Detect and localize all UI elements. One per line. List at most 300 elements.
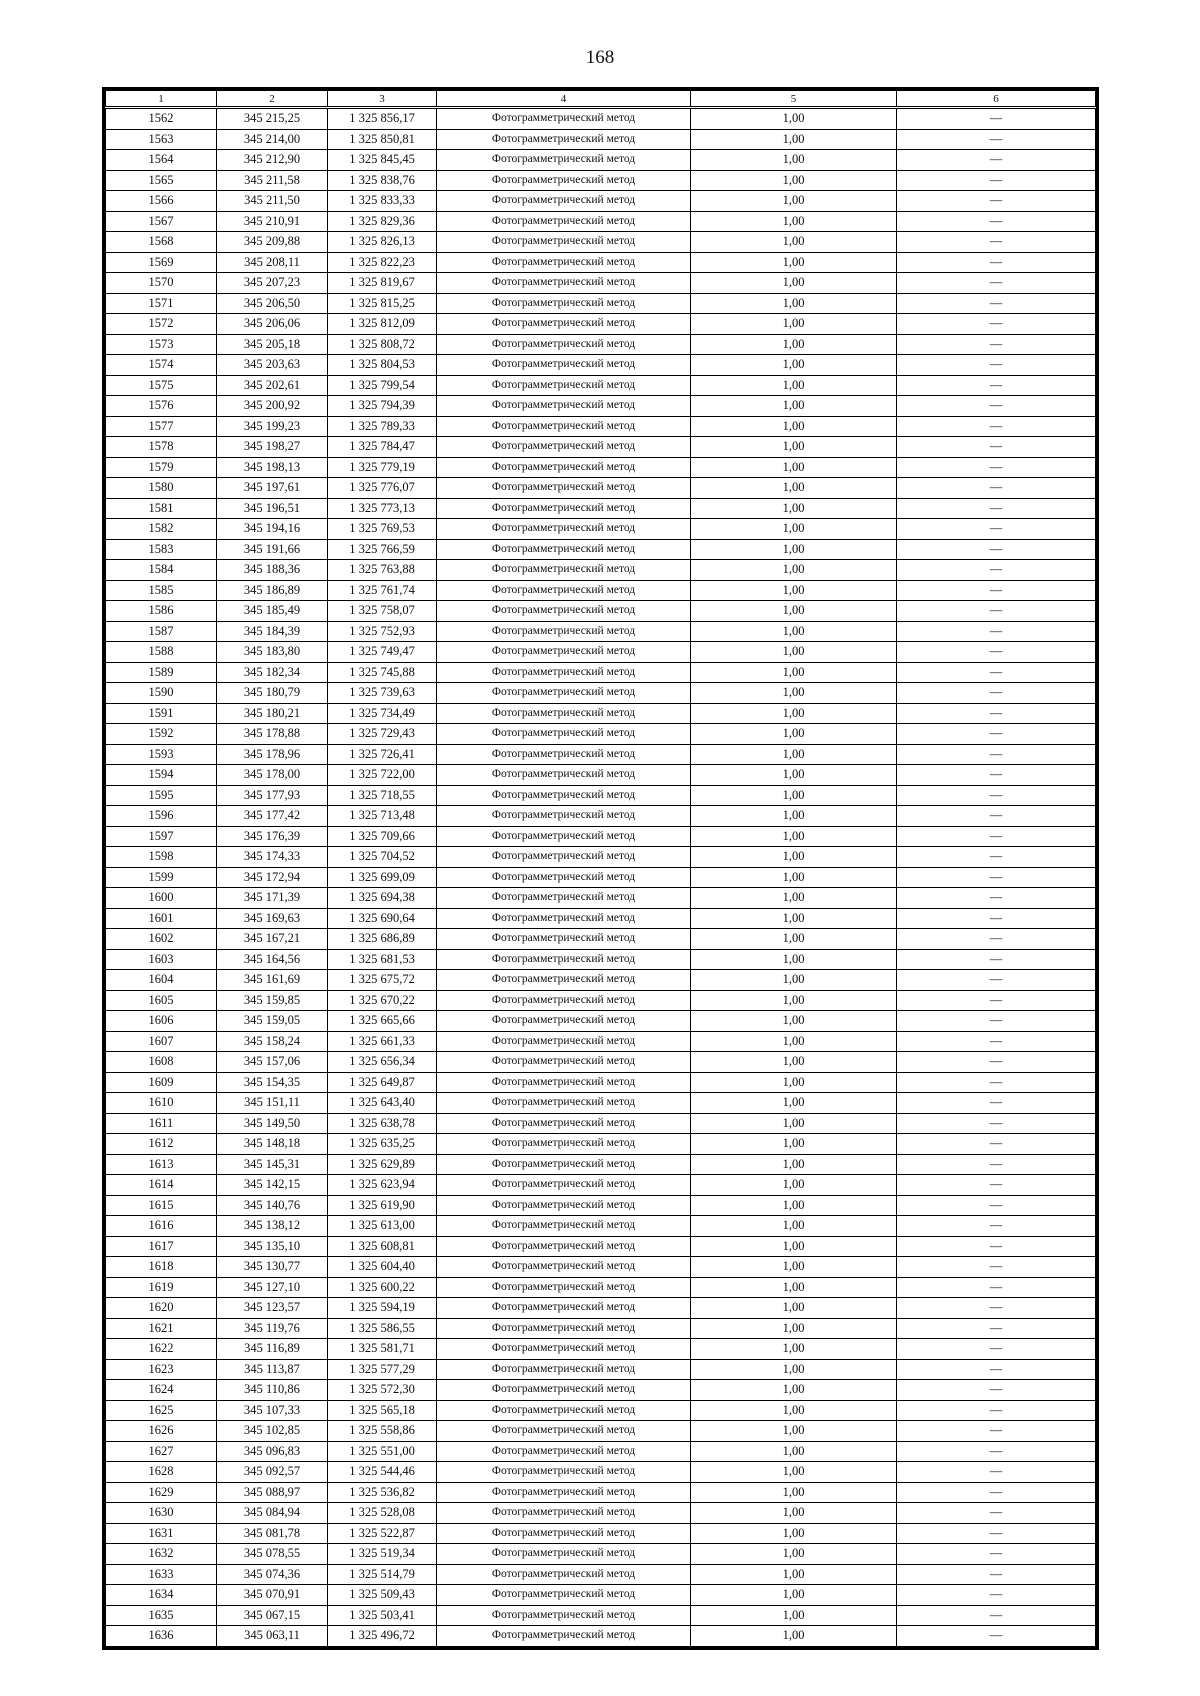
accuracy-cell: 1,00 (691, 826, 897, 847)
point-number-cell: 1588 (106, 642, 217, 663)
x-coordinate-cell: 345 142,15 (217, 1175, 328, 1196)
table-row (106, 1523, 1096, 1544)
table-row (106, 232, 1096, 253)
note-cell: — (897, 560, 1096, 581)
table-row (106, 457, 1096, 478)
x-coordinate-cell: 345 209,88 (217, 232, 328, 253)
point-number-cell: 1628 (106, 1462, 217, 1483)
method-cell: Фотограмметрический метод (437, 1093, 691, 1114)
table-row (106, 949, 1096, 970)
note-cell: — (897, 662, 1096, 683)
accuracy-cell: 1,00 (691, 1216, 897, 1237)
method-cell: Фотограмметрический метод (437, 765, 691, 786)
method-cell: Фотограмметрический метод (437, 826, 691, 847)
method-cell: Фотограмметрический метод (437, 232, 691, 253)
point-number-cell: 1586 (106, 601, 217, 622)
note-cell: — (897, 1564, 1096, 1585)
accuracy-cell: 1,00 (691, 1154, 897, 1175)
accuracy-cell: 1,00 (691, 1441, 897, 1462)
column-header-3: 3 (328, 91, 437, 108)
accuracy-cell: 1,00 (691, 416, 897, 437)
point-number-cell: 1574 (106, 355, 217, 376)
note-cell: — (897, 1072, 1096, 1093)
y-coordinate-cell: 1 325 665,66 (328, 1011, 437, 1032)
x-coordinate-cell: 345 127,10 (217, 1277, 328, 1298)
table-row (106, 1298, 1096, 1319)
note-cell: — (897, 1195, 1096, 1216)
x-coordinate-cell: 345 157,06 (217, 1052, 328, 1073)
table-row (106, 1359, 1096, 1380)
method-cell: Фотограмметрический метод (437, 970, 691, 991)
x-coordinate-cell: 345 154,35 (217, 1072, 328, 1093)
accuracy-cell: 1,00 (691, 1298, 897, 1319)
x-coordinate-cell: 345 182,34 (217, 662, 328, 683)
accuracy-cell: 1,00 (691, 1523, 897, 1544)
point-number-cell: 1620 (106, 1298, 217, 1319)
x-coordinate-cell: 345 135,10 (217, 1236, 328, 1257)
table-row (106, 355, 1096, 376)
method-cell: Фотограмметрический метод (437, 1195, 691, 1216)
accuracy-cell: 1,00 (691, 129, 897, 150)
table-row (106, 703, 1096, 724)
point-number-cell: 1565 (106, 170, 217, 191)
note-cell: — (897, 929, 1096, 950)
accuracy-cell: 1,00 (691, 478, 897, 499)
point-number-cell: 1605 (106, 990, 217, 1011)
accuracy-cell: 1,00 (691, 1585, 897, 1606)
y-coordinate-cell: 1 325 565,18 (328, 1400, 437, 1421)
method-cell: Фотограмметрический метод (437, 1605, 691, 1626)
point-number-cell: 1570 (106, 273, 217, 294)
note-cell: — (897, 1359, 1096, 1380)
table-row (106, 990, 1096, 1011)
accuracy-cell: 1,00 (691, 457, 897, 478)
method-cell: Фотограмметрический метод (437, 191, 691, 212)
note-cell: — (897, 334, 1096, 355)
y-coordinate-cell: 1 325 594,19 (328, 1298, 437, 1319)
accuracy-cell: 1,00 (691, 724, 897, 745)
y-coordinate-cell: 1 325 623,94 (328, 1175, 437, 1196)
table-row (106, 416, 1096, 437)
y-coordinate-cell: 1 325 522,87 (328, 1523, 437, 1544)
y-coordinate-cell: 1 325 675,72 (328, 970, 437, 991)
accuracy-cell: 1,00 (691, 970, 897, 991)
column-header-6: 6 (897, 91, 1096, 108)
point-number-cell: 1580 (106, 478, 217, 499)
table-row (106, 273, 1096, 294)
x-coordinate-cell: 345 084,94 (217, 1503, 328, 1524)
table-row (106, 1236, 1096, 1257)
y-coordinate-cell: 1 325 503,41 (328, 1605, 437, 1626)
point-number-cell: 1634 (106, 1585, 217, 1606)
x-coordinate-cell: 345 067,15 (217, 1605, 328, 1626)
x-coordinate-cell: 345 212,90 (217, 150, 328, 171)
table-row (106, 1318, 1096, 1339)
method-cell: Фотограмметрический метод (437, 601, 691, 622)
table-row (106, 929, 1096, 950)
note-cell: — (897, 1605, 1096, 1626)
y-coordinate-cell: 1 325 709,66 (328, 826, 437, 847)
accuracy-cell: 1,00 (691, 1564, 897, 1585)
x-coordinate-cell: 345 177,93 (217, 785, 328, 806)
accuracy-cell: 1,00 (691, 1503, 897, 1524)
method-cell: Фотограмметрический метод (437, 662, 691, 683)
x-coordinate-cell: 345 214,00 (217, 129, 328, 150)
x-coordinate-cell: 345 113,87 (217, 1359, 328, 1380)
method-cell: Фотограмметрический метод (437, 1626, 691, 1647)
x-coordinate-cell: 345 138,12 (217, 1216, 328, 1237)
y-coordinate-cell: 1 325 694,38 (328, 888, 437, 909)
accuracy-cell: 1,00 (691, 108, 897, 130)
note-cell: — (897, 1421, 1096, 1442)
table-row (106, 1031, 1096, 1052)
method-cell: Фотограмметрический метод (437, 1175, 691, 1196)
method-cell: Фотограмметрический метод (437, 1523, 691, 1544)
note-cell: — (897, 1380, 1096, 1401)
note-cell: — (897, 765, 1096, 786)
table-row (106, 375, 1096, 396)
method-cell: Фотограмметрический метод (437, 888, 691, 909)
accuracy-cell: 1,00 (691, 519, 897, 540)
x-coordinate-cell: 345 102,85 (217, 1421, 328, 1442)
accuracy-cell: 1,00 (691, 1359, 897, 1380)
method-cell: Фотограмметрический метод (437, 1257, 691, 1278)
point-number-cell: 1632 (106, 1544, 217, 1565)
y-coordinate-cell: 1 325 686,89 (328, 929, 437, 950)
method-cell: Фотограмметрический метод (437, 252, 691, 273)
point-number-cell: 1625 (106, 1400, 217, 1421)
method-cell: Фотограмметрический метод (437, 211, 691, 232)
table-row (106, 1441, 1096, 1462)
method-cell: Фотограмметрический метод (437, 1421, 691, 1442)
method-cell: Фотограмметрический метод (437, 1482, 691, 1503)
table-row (106, 1626, 1096, 1647)
x-coordinate-cell: 345 206,50 (217, 293, 328, 314)
x-coordinate-cell: 345 123,57 (217, 1298, 328, 1319)
table-body (106, 108, 1096, 1647)
note-cell: — (897, 232, 1096, 253)
x-coordinate-cell: 345 211,50 (217, 191, 328, 212)
accuracy-cell: 1,00 (691, 621, 897, 642)
accuracy-cell: 1,00 (691, 1134, 897, 1155)
accuracy-cell: 1,00 (691, 314, 897, 335)
x-coordinate-cell: 345 161,69 (217, 970, 328, 991)
note-cell: — (897, 457, 1096, 478)
method-cell: Фотограмметрический метод (437, 1031, 691, 1052)
table-row (106, 1564, 1096, 1585)
x-coordinate-cell: 345 180,79 (217, 683, 328, 704)
y-coordinate-cell: 1 325 804,53 (328, 355, 437, 376)
note-cell: — (897, 478, 1096, 499)
accuracy-cell: 1,00 (691, 1236, 897, 1257)
y-coordinate-cell: 1 325 670,22 (328, 990, 437, 1011)
accuracy-cell: 1,00 (691, 1605, 897, 1626)
method-cell: Фотограмметрический метод (437, 1011, 691, 1032)
y-coordinate-cell: 1 325 635,25 (328, 1134, 437, 1155)
x-coordinate-cell: 345 198,13 (217, 457, 328, 478)
table-row (106, 1154, 1096, 1175)
y-coordinate-cell: 1 325 536,82 (328, 1482, 437, 1503)
point-number-cell: 1575 (106, 375, 217, 396)
table-row (106, 785, 1096, 806)
point-number-cell: 1576 (106, 396, 217, 417)
point-number-cell: 1595 (106, 785, 217, 806)
table-row (106, 519, 1096, 540)
x-coordinate-cell: 345 110,86 (217, 1380, 328, 1401)
point-number-cell: 1593 (106, 744, 217, 765)
note-cell: — (897, 150, 1096, 171)
note-cell: — (897, 1236, 1096, 1257)
table-row (106, 724, 1096, 745)
accuracy-cell: 1,00 (691, 560, 897, 581)
y-coordinate-cell: 1 325 745,88 (328, 662, 437, 683)
point-number-cell: 1585 (106, 580, 217, 601)
method-cell: Фотограмметрический метод (437, 683, 691, 704)
table-row (106, 1503, 1096, 1524)
note-cell: — (897, 683, 1096, 704)
table-row (106, 970, 1096, 991)
accuracy-cell: 1,00 (691, 580, 897, 601)
table-row (106, 334, 1096, 355)
y-coordinate-cell: 1 325 763,88 (328, 560, 437, 581)
y-coordinate-cell: 1 325 509,43 (328, 1585, 437, 1606)
accuracy-cell: 1,00 (691, 1544, 897, 1565)
accuracy-cell: 1,00 (691, 437, 897, 458)
table-row (106, 621, 1096, 642)
point-number-cell: 1568 (106, 232, 217, 253)
note-cell: — (897, 252, 1096, 273)
note-cell: — (897, 1503, 1096, 1524)
method-cell: Фотограмметрический метод (437, 478, 691, 499)
table-row (106, 1421, 1096, 1442)
accuracy-cell: 1,00 (691, 355, 897, 376)
x-coordinate-cell: 345 191,66 (217, 539, 328, 560)
x-coordinate-cell: 345 183,80 (217, 642, 328, 663)
point-number-cell: 1569 (106, 252, 217, 273)
method-cell: Фотограмметрический метод (437, 498, 691, 519)
table-row (106, 1605, 1096, 1626)
x-coordinate-cell: 345 074,36 (217, 1564, 328, 1585)
table-row (106, 211, 1096, 232)
point-number-cell: 1616 (106, 1216, 217, 1237)
x-coordinate-cell: 345 145,31 (217, 1154, 328, 1175)
note-cell: — (897, 867, 1096, 888)
x-coordinate-cell: 345 116,89 (217, 1339, 328, 1360)
y-coordinate-cell: 1 325 761,74 (328, 580, 437, 601)
accuracy-cell: 1,00 (691, 211, 897, 232)
accuracy-cell: 1,00 (691, 150, 897, 171)
y-coordinate-cell: 1 325 656,34 (328, 1052, 437, 1073)
y-coordinate-cell: 1 325 514,79 (328, 1564, 437, 1585)
method-cell: Фотограмметрический метод (437, 1318, 691, 1339)
table-row (106, 1257, 1096, 1278)
accuracy-cell: 1,00 (691, 1113, 897, 1134)
table-row (106, 1462, 1096, 1483)
method-cell: Фотограмметрический метод (437, 724, 691, 745)
y-coordinate-cell: 1 325 833,33 (328, 191, 437, 212)
coordinates-table (105, 90, 1096, 1647)
x-coordinate-cell: 345 185,49 (217, 601, 328, 622)
y-coordinate-cell: 1 325 608,81 (328, 1236, 437, 1257)
x-coordinate-cell: 345 205,18 (217, 334, 328, 355)
note-cell: — (897, 1626, 1096, 1647)
accuracy-cell: 1,00 (691, 744, 897, 765)
method-cell: Фотограмметрический метод (437, 990, 691, 1011)
accuracy-cell: 1,00 (691, 1318, 897, 1339)
method-cell: Фотограмметрический метод (437, 1052, 691, 1073)
y-coordinate-cell: 1 325 819,67 (328, 273, 437, 294)
point-number-cell: 1572 (106, 314, 217, 335)
point-number-cell: 1618 (106, 1257, 217, 1278)
table-row (106, 252, 1096, 273)
x-coordinate-cell: 345 088,97 (217, 1482, 328, 1503)
accuracy-cell: 1,00 (691, 1011, 897, 1032)
note-cell: — (897, 396, 1096, 417)
point-number-cell: 1622 (106, 1339, 217, 1360)
y-coordinate-cell: 1 325 629,89 (328, 1154, 437, 1175)
table-row (106, 1277, 1096, 1298)
method-cell: Фотограмметрический метод (437, 519, 691, 540)
table-row (106, 642, 1096, 663)
accuracy-cell: 1,00 (691, 1421, 897, 1442)
note-cell: — (897, 129, 1096, 150)
y-coordinate-cell: 1 325 558,86 (328, 1421, 437, 1442)
note-cell: — (897, 1482, 1096, 1503)
y-coordinate-cell: 1 325 784,47 (328, 437, 437, 458)
x-coordinate-cell: 345 202,61 (217, 375, 328, 396)
table-row (106, 1011, 1096, 1032)
point-number-cell: 1636 (106, 1626, 217, 1647)
table-row (106, 826, 1096, 847)
point-number-cell: 1592 (106, 724, 217, 745)
y-coordinate-cell: 1 325 704,52 (328, 847, 437, 868)
method-cell: Фотограмметрический метод (437, 642, 691, 663)
point-number-cell: 1563 (106, 129, 217, 150)
coordinates-table-frame (102, 87, 1099, 1650)
x-coordinate-cell: 345 211,58 (217, 170, 328, 191)
note-cell: — (897, 703, 1096, 724)
note-cell: — (897, 990, 1096, 1011)
y-coordinate-cell: 1 325 619,90 (328, 1195, 437, 1216)
method-cell: Фотограмметрический метод (437, 150, 691, 171)
y-coordinate-cell: 1 325 604,40 (328, 1257, 437, 1278)
accuracy-cell: 1,00 (691, 1339, 897, 1360)
accuracy-cell: 1,00 (691, 949, 897, 970)
note-cell: — (897, 355, 1096, 376)
table-row (106, 683, 1096, 704)
y-coordinate-cell: 1 325 838,76 (328, 170, 437, 191)
method-cell: Фотограмметрический метод (437, 1277, 691, 1298)
x-coordinate-cell: 345 177,42 (217, 806, 328, 827)
method-cell: Фотограмметрический метод (437, 744, 691, 765)
table-row (106, 744, 1096, 765)
x-coordinate-cell: 345 159,85 (217, 990, 328, 1011)
method-cell: Фотограмметрический метод (437, 929, 691, 950)
method-cell: Фотограмметрический метод (437, 334, 691, 355)
x-coordinate-cell: 345 197,61 (217, 478, 328, 499)
table-row (106, 601, 1096, 622)
y-coordinate-cell: 1 325 856,17 (328, 108, 437, 130)
method-cell: Фотограмметрический метод (437, 806, 691, 827)
note-cell: — (897, 293, 1096, 314)
y-coordinate-cell: 1 325 577,29 (328, 1359, 437, 1380)
note-cell: — (897, 908, 1096, 929)
table-row (106, 1380, 1096, 1401)
method-cell: Фотограмметрический метод (437, 1564, 691, 1585)
x-coordinate-cell: 345 215,25 (217, 108, 328, 130)
note-cell: — (897, 1216, 1096, 1237)
point-number-cell: 1567 (106, 211, 217, 232)
y-coordinate-cell: 1 325 729,43 (328, 724, 437, 745)
accuracy-cell: 1,00 (691, 232, 897, 253)
table-row (106, 1093, 1096, 1114)
accuracy-cell: 1,00 (691, 765, 897, 786)
y-coordinate-cell: 1 325 799,54 (328, 375, 437, 396)
y-coordinate-cell: 1 325 649,87 (328, 1072, 437, 1093)
note-cell: — (897, 498, 1096, 519)
accuracy-cell: 1,00 (691, 601, 897, 622)
table-row (106, 150, 1096, 171)
y-coordinate-cell: 1 325 826,13 (328, 232, 437, 253)
y-coordinate-cell: 1 325 690,64 (328, 908, 437, 929)
accuracy-cell: 1,00 (691, 1052, 897, 1073)
x-coordinate-cell: 345 119,76 (217, 1318, 328, 1339)
accuracy-cell: 1,00 (691, 498, 897, 519)
y-coordinate-cell: 1 325 643,40 (328, 1093, 437, 1114)
accuracy-cell: 1,00 (691, 1175, 897, 1196)
method-cell: Фотограмметрический метод (437, 949, 691, 970)
table-row (106, 1400, 1096, 1421)
accuracy-cell: 1,00 (691, 806, 897, 827)
point-number-cell: 1582 (106, 519, 217, 540)
x-coordinate-cell: 345 140,76 (217, 1195, 328, 1216)
y-coordinate-cell: 1 325 769,53 (328, 519, 437, 540)
note-cell: — (897, 1523, 1096, 1544)
note-cell: — (897, 211, 1096, 232)
accuracy-cell: 1,00 (691, 1072, 897, 1093)
point-number-cell: 1596 (106, 806, 217, 827)
x-coordinate-cell: 345 200,92 (217, 396, 328, 417)
note-cell: — (897, 724, 1096, 745)
note-cell: — (897, 642, 1096, 663)
y-coordinate-cell: 1 325 726,41 (328, 744, 437, 765)
note-cell: — (897, 1113, 1096, 1134)
y-coordinate-cell: 1 325 749,47 (328, 642, 437, 663)
column-header-1: 1 (106, 91, 217, 108)
y-coordinate-cell: 1 325 812,09 (328, 314, 437, 335)
y-coordinate-cell: 1 325 752,93 (328, 621, 437, 642)
method-cell: Фотограмметрический метод (437, 170, 691, 191)
accuracy-cell: 1,00 (691, 375, 897, 396)
table-row (106, 1544, 1096, 1565)
table-row (106, 1339, 1096, 1360)
table-row (106, 1195, 1096, 1216)
x-coordinate-cell: 345 149,50 (217, 1113, 328, 1134)
note-cell: — (897, 601, 1096, 622)
point-number-cell: 1635 (106, 1605, 217, 1626)
method-cell: Фотограмметрический метод (437, 908, 691, 929)
point-number-cell: 1615 (106, 1195, 217, 1216)
table-row (106, 1585, 1096, 1606)
x-coordinate-cell: 345 092,57 (217, 1462, 328, 1483)
y-coordinate-cell: 1 325 734,49 (328, 703, 437, 724)
point-number-cell: 1614 (106, 1175, 217, 1196)
y-coordinate-cell: 1 325 776,07 (328, 478, 437, 499)
x-coordinate-cell: 345 207,23 (217, 273, 328, 294)
method-cell: Фотограмметрический метод (437, 108, 691, 130)
x-coordinate-cell: 345 180,21 (217, 703, 328, 724)
method-cell: Фотограмметрический метод (437, 375, 691, 396)
